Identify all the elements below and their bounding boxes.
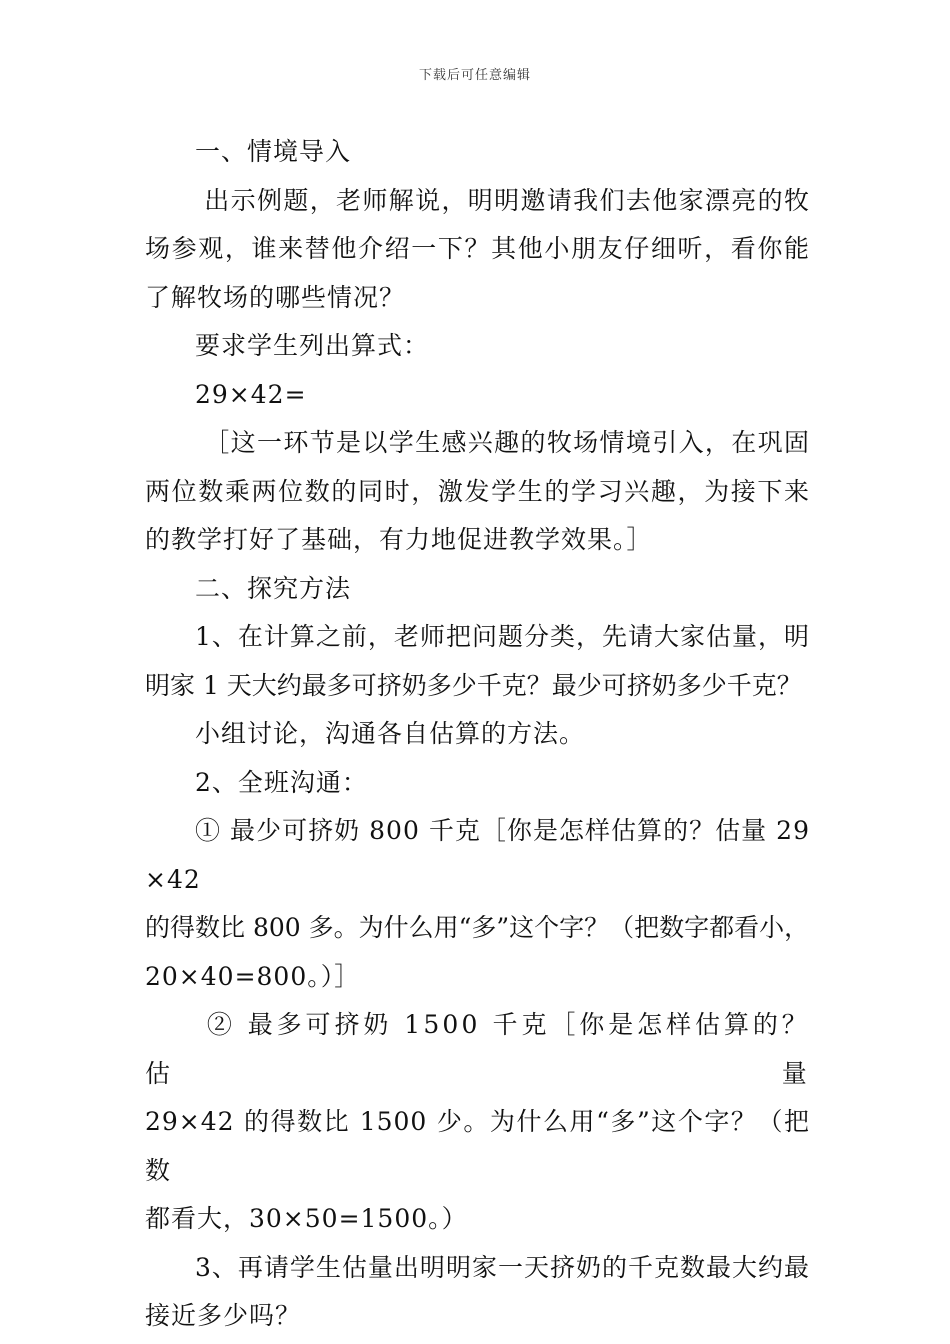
text-line: 3、再请学生估量出明明家一天挤奶的千克数最大约最 bbox=[195, 1252, 810, 1282]
page-header: 下载后可任意编辑 bbox=[418, 68, 531, 83]
paragraph-step-2 bbox=[145, 759, 810, 808]
text-line: ① 最少可挤奶 800 千克［你是怎样估算的？估量 29×42 bbox=[145, 816, 810, 894]
text-line: 1、在计算之前，老师把问题分类，先请大家估量，明 bbox=[195, 622, 810, 651]
text-line: 都看大，30×50=1500。） bbox=[145, 1204, 468, 1233]
text-line: 20×40=800。）］ bbox=[145, 961, 361, 991]
paragraph-note-situation bbox=[145, 419, 810, 565]
paragraph-example bbox=[145, 177, 810, 323]
text-line: 的得数比 800 多。为什么用“多”这个字？（把数字都看小， bbox=[145, 913, 810, 942]
text-line: 两位数乘两位数的同时，激发学生的学习兴趣，为接下来 bbox=[145, 476, 810, 506]
paragraph-formula bbox=[145, 371, 810, 420]
text-line: 2、全班沟通： bbox=[195, 767, 368, 797]
paragraph-step-1 bbox=[145, 613, 810, 710]
text-line: 的教学打好了基础，有力地促进教学效果。］ bbox=[145, 525, 653, 554]
text-line: 29×42 的得数比 1500 少。为什么用“多”这个字？（把数 bbox=[145, 1107, 810, 1185]
text-line: 二、探究方法 bbox=[195, 573, 352, 603]
paragraph-discussion bbox=[145, 710, 810, 759]
document-body bbox=[145, 128, 810, 1341]
section-heading-situation bbox=[145, 128, 810, 177]
text-line: 29×42= bbox=[195, 379, 307, 409]
text-line: 小组讨论，沟通各自估算的方法。 bbox=[195, 719, 586, 748]
text-line: 一、情境导入 bbox=[195, 137, 352, 166]
section-heading-explore bbox=[145, 565, 810, 614]
text-line: 明家 1 天大约最多可挤奶多少千克？最少可挤奶多少千克？ bbox=[145, 670, 802, 700]
paragraph-minimum bbox=[145, 807, 810, 1001]
text-line: 场参观，谁来替他介绍一下？其他小朋友仔细听，看你能 bbox=[145, 234, 810, 263]
paragraph-step-3 bbox=[145, 1244, 810, 1341]
text-line: 接近多少吗？ bbox=[145, 1301, 302, 1330]
paragraph-require bbox=[145, 322, 810, 371]
text-line: ② 最多可挤奶 1500 千克［你是怎样估算的？估量 bbox=[145, 1010, 811, 1088]
text-line: 要求学生列出算式： bbox=[195, 331, 430, 360]
text-line: 了解牧场的哪些情况？ bbox=[145, 282, 406, 312]
text-line: 出示例题，老师解说，明明邀请我们去他家漂亮的牧 bbox=[195, 185, 810, 215]
text-line: ［这一环节是以学生感兴趣的牧场情境引入，在巩固 bbox=[195, 428, 810, 457]
paragraph-maximum bbox=[145, 1001, 810, 1244]
